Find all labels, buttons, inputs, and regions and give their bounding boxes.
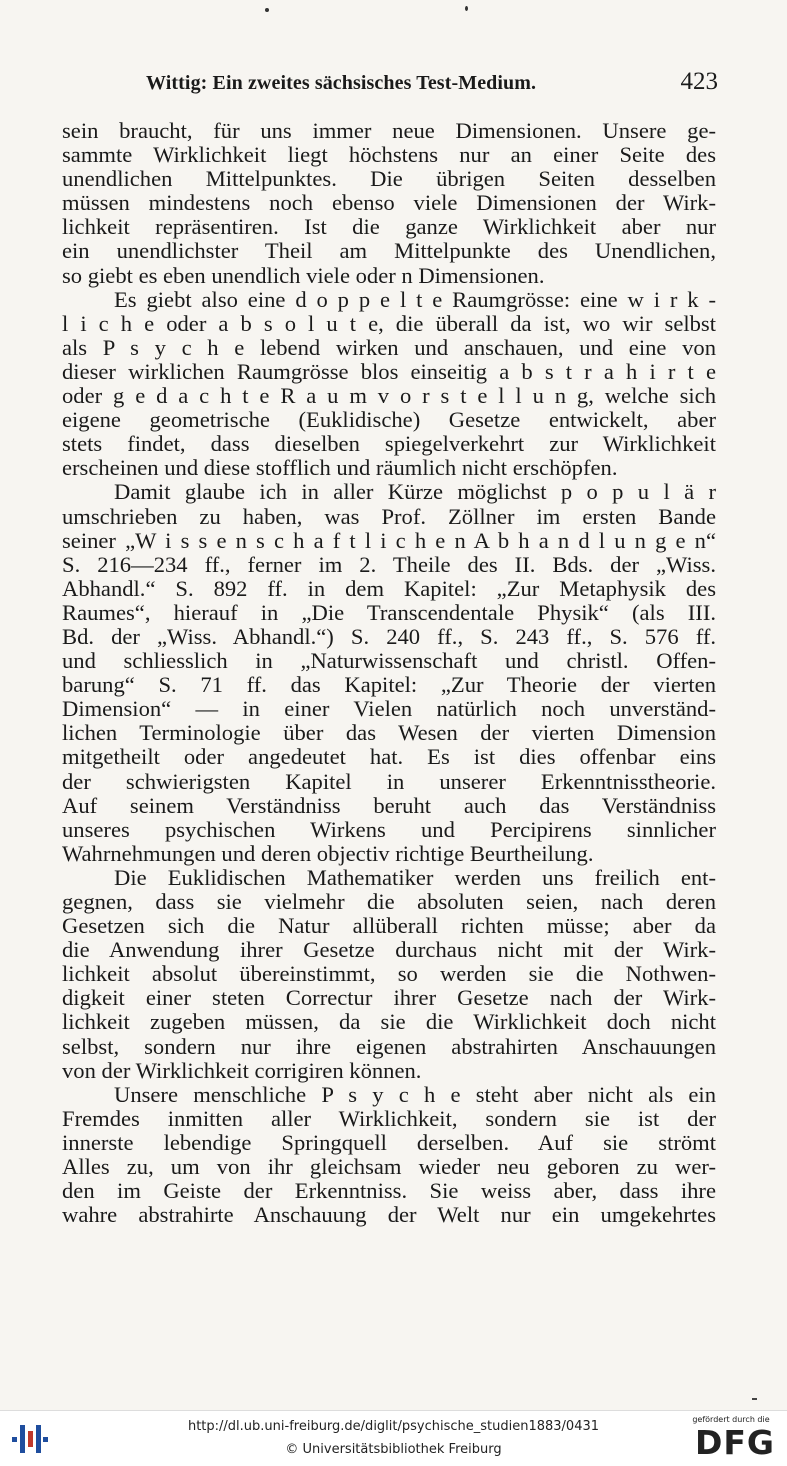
text-line: Die Euklidischen Mathematiker werden uns freilich ent- — [114, 865, 716, 890]
text-line: lichen Terminologie über das Wesen der vierten Dimension — [62, 721, 716, 746]
speck-mark — [752, 1398, 757, 1400]
dfg-tagline: gefördert durch die — [692, 1415, 770, 1424]
text-line: Es giebt also eine d o p p e l t e Raumgrösse: eine w i r k - — [114, 287, 716, 312]
text-line: unseres psychischen Wirkens und Percipirens sinnlicher — [62, 817, 716, 842]
text-line: Damit glaube ich in aller Kürze möglichst p o p u l ä r — [114, 480, 716, 505]
text-line: der schwierigsten Kapitel in unserer Erkenntnisstheorie. — [62, 769, 716, 794]
text-line: umschrieben zu haben, was Prof. Zöllner im ersten Bande — [62, 504, 716, 529]
body-text — [62, 119, 716, 1227]
text-line: Auf seinem Verständniss beruht auch das Verständniss — [62, 793, 716, 818]
text-line: wahre abstrahirte Anschauung der Welt nur ein umgekehrtes — [62, 1203, 716, 1228]
text-line: den im Geiste der Erkenntniss. Sie weiss aber, dass ihre — [62, 1179, 716, 1204]
text-line: Wahrnehmungen und deren objectiv richtige Beurtheilung. — [62, 841, 594, 866]
text-line: dieser wirklichen Raumgrösse blos einseitig a b s t r a h i r t e — [62, 359, 716, 384]
text-line: S. 216—234 ff., ferner im 2. Theile des II. Bds. der „Wiss. — [62, 552, 716, 577]
text-line: mitgetheilt oder angedeutet hat. Es ist dies offenbar eins — [62, 745, 716, 770]
speck-mark — [465, 6, 468, 11]
text-line: erscheinen und diese stofflich und räumlich nicht erschöpfen. — [62, 456, 618, 481]
text-line: seiner „W i s s e n s c h a f t l i c h e n A b h a n d l u n g e n“ — [62, 528, 716, 553]
text-line: ein unendlichster Theil am Mittelpunkte des Unendlichen, — [62, 239, 716, 264]
scan-specks — [0, 4, 787, 18]
text-line: eigene geometrische (Euklidische) Gesetze entwickelt, aber — [62, 408, 716, 433]
text-line: stets findet, dass dieselben spiegelverkehrt zur Wirklichkeit — [62, 432, 716, 457]
running-head: Wittig: Ein zweites sächsisches Test-Medium. — [146, 72, 537, 94]
source-url-link[interactable]: http://dl.ub.uni-freiburg.de/diglit/psychische_studien1883/0431 — [187, 1419, 600, 1434]
text-line: so giebt es eben unendlich viele oder n Dimensionen. — [62, 263, 545, 288]
text-line: Unsere menschliche P s y c h e steht aber nicht als ein — [114, 1082, 716, 1107]
text-line: l i c h e oder a b s o l u t e, die überall da ist, wo wir selbst — [62, 311, 716, 336]
text-line: Alles zu, um von ihr gleichsam wieder neu geboren zu wer- — [62, 1155, 716, 1180]
text-line: digkeit einer steten Correctur ihrer Gesetze nach der Wirk- — [62, 986, 716, 1011]
copyright-notice: © Universitätsbibliothek Freiburg — [285, 1442, 502, 1457]
text-line: sein braucht, für uns immer neue Dimensionen. Unsere ge- — [62, 119, 716, 143]
text-line: gegnen, dass sie vielmehr die absoluten seien, nach deren — [62, 890, 716, 914]
text-line: Fremdes inmitten aller Wirklichkeit, sondern sie ist der — [62, 1106, 716, 1131]
text-line: Gesetzen sich die Natur allüberall richten müsse; aber da — [62, 914, 716, 939]
viewer-footer — [0, 1410, 787, 1466]
dfg-wordmark: DFG — [694, 1423, 775, 1462]
text-line: barung“ S. 71 ff. das Kapitel: „Zur Theorie der vierten — [62, 673, 716, 698]
page-header — [62, 68, 718, 102]
text-line: müssen mindestens noch ebenso viele Dimensionen der Wirk- — [62, 191, 716, 216]
text-line: innerste lebendige Springquell derselben. Auf sie strömt — [62, 1130, 716, 1155]
text-line: und schliesslich in „Naturwissenschaft und christl. Offen- — [62, 649, 716, 674]
page-number: 423 — [680, 68, 718, 95]
text-line: Abhandl.“ S. 892 ff. in dem Kapitel: „Zur Metaphysik des — [62, 576, 716, 601]
text-line: als P s y c h e lebend wirken und anschauen, und eine von — [62, 335, 716, 360]
text-line: von der Wirklichkeit corrigiren können. — [62, 1058, 422, 1083]
dfg-logo — [683, 1415, 779, 1463]
text-line: Dimension“ — in einer Vielen natürlich noch unverständ- — [62, 697, 716, 722]
text-line: Bd. der „Wiss. Abhandl.“) S. 240 ff., S. 243 ff., S. 576 ff. — [62, 624, 716, 649]
text-line: lichkeit zugeben müssen, da sie die Wirklichkeit doch nicht — [62, 1010, 716, 1035]
text-line: sammte Wirklichkeit liegt höchstens nur an einer Seite des — [62, 143, 716, 168]
text-line: die Anwendung ihrer Gesetze durchaus nicht mit der Wirk- — [62, 938, 716, 963]
text-line: oder g e d a c h t e R a u m v o r s t e l l u n g, welche sich — [62, 384, 716, 409]
text-line: selbst, sondern nur ihre eigenen abstrahirten Anschauungen — [62, 1034, 716, 1059]
text-line: Raumes“, hierauf in „Die Transcendentale Physik“ (als III. — [62, 600, 716, 625]
text-line: unendlichen Mittelpunktes. Die übrigen Seiten desselben — [62, 167, 716, 192]
text-line: lichkeit repräsentiren. Ist die ganze Wirklichkeit aber nur — [62, 215, 716, 240]
text-line: lichkeit absolut übereinstimmt, so werden sie die Nothwen- — [62, 962, 716, 987]
speck-mark — [265, 8, 269, 12]
